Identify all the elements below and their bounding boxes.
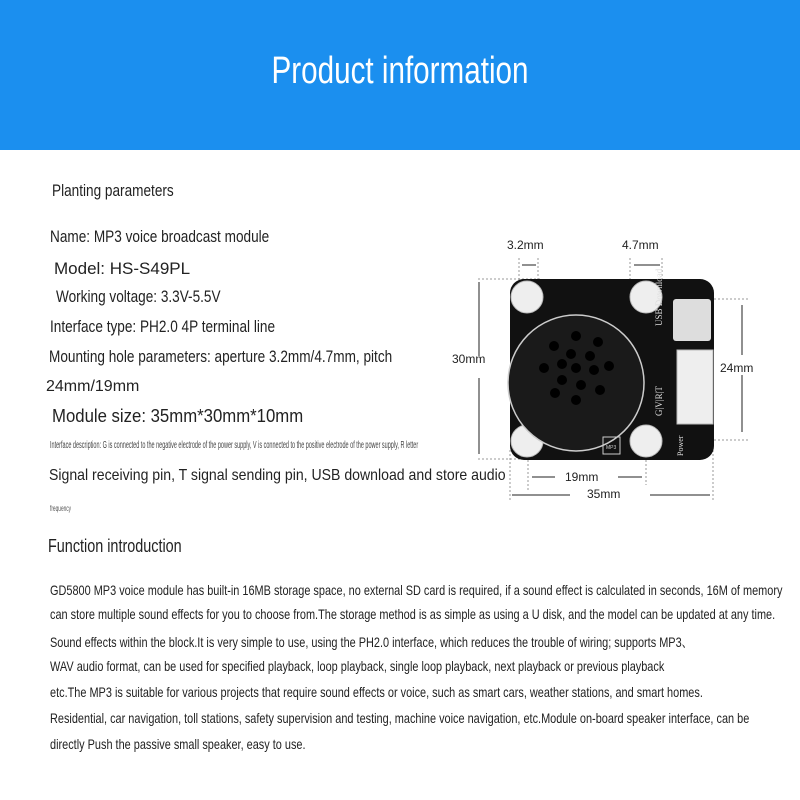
hole-large-dimension: 4.7mm	[622, 238, 659, 252]
power-label: Power	[676, 435, 685, 456]
frequency-text: frequency	[50, 504, 72, 513]
height-dimension: 30mm	[452, 352, 486, 366]
param-model: Model: HS-S49PL	[54, 259, 191, 278]
function-line: can store multiple sound effects for you to choose from.The storage method is as simple as using a U disk, and the model can be updated at any time.	[50, 606, 776, 622]
function-line: Residential, car navigation, toll stations, safety supervision and testing, machine voice navigation, etc.Module on-board speaker interface, can be	[50, 710, 750, 726]
usb-download-label: USB Download	[654, 268, 664, 326]
param-size: Module size: 35mm*30mm*10mm	[52, 406, 304, 426]
signal-description: Signal receiving pin, T signal sending pin, USB download and store audio	[49, 467, 506, 484]
pin-labels: G|V|R|T	[654, 386, 664, 416]
function-line: directly Push the passive small speaker, easy to use.	[50, 736, 306, 752]
param-name: Name: MP3 voice broadcast module	[50, 227, 270, 246]
param-voltage: Working voltage: 3.3V-5.5V	[56, 287, 221, 306]
mp3-logo: MP3	[606, 445, 617, 451]
parameters-heading: Planting parameters	[52, 181, 174, 200]
header-banner	[0, 0, 800, 150]
function-line: GD5800 MP3 voice module has built-in 16MB storage space, no external SD card is required, if a sound effect is calculated in seconds, 16M of memory	[50, 582, 783, 598]
width-dimension: 35mm	[587, 487, 621, 501]
hole-small-dimension: 3.2mm	[507, 238, 544, 252]
param-pitch: 24mm/19mm	[46, 378, 140, 395]
function-line: etc.The MP3 is suitable for various projects that require sound effects or voice, such as smart cars, weather stations, and smart homes.	[50, 684, 703, 700]
module-diagram	[440, 230, 780, 510]
page-title: Product information	[271, 50, 529, 92]
vertical-pitch-dimension: 24mm	[720, 361, 754, 375]
function-heading: Function introduction	[48, 536, 182, 556]
function-line: Sound effects within the block.It is very simple to use, using the PH2.0 interface, which reduces the trouble of wiring; supports MP3、	[50, 634, 693, 650]
function-line: WAV audio format, can be used for specified playback, loop playback, single loop playback, next playback or previous playback	[50, 658, 665, 674]
interface-description: Interface description: G is connected to the negative electrode of the power supply, V is connected to the positive electrode of the power supply, R letter	[50, 440, 419, 451]
param-holes: Mounting hole parameters: aperture 3.2mm/4.7mm, pitch	[49, 347, 393, 366]
param-interface: Interface type: PH2.0 4P terminal line	[50, 317, 276, 336]
horizontal-pitch-dimension: 19mm	[565, 470, 599, 484]
